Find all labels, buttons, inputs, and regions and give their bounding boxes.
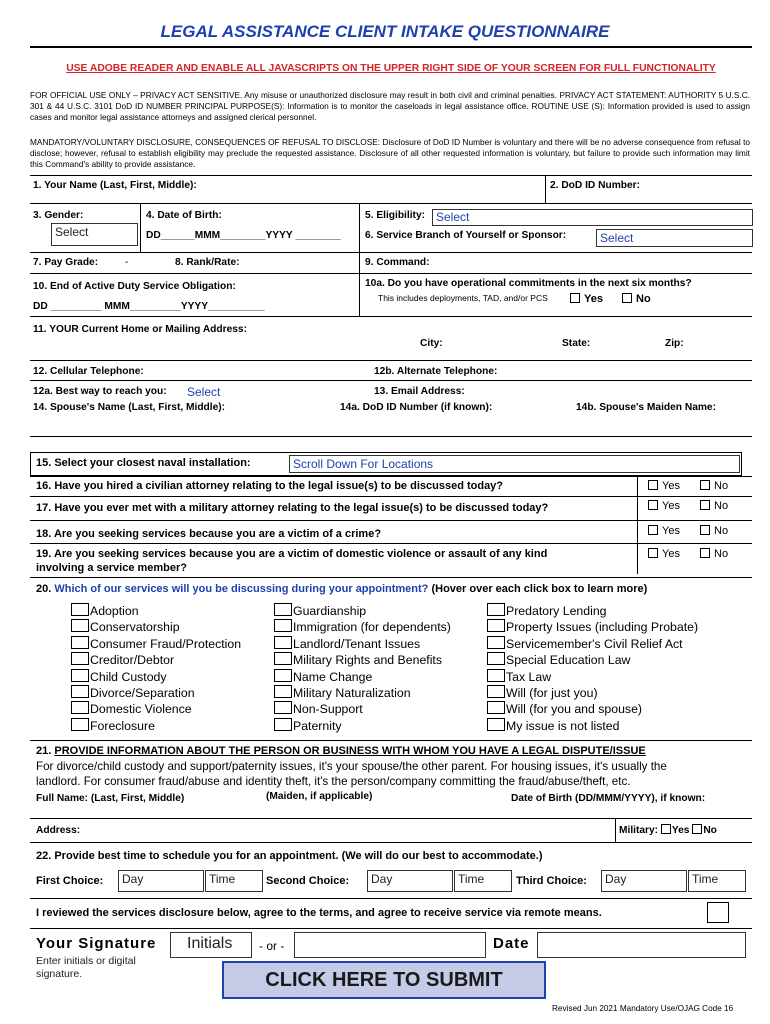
divider — [30, 380, 752, 381]
spouse-maiden-label: 14b. Spouse's Maiden Name: — [576, 402, 716, 413]
service-option[interactable] — [487, 603, 698, 619]
dispute-full-name-label: Full Name: (Last, First, Middle) — [36, 793, 185, 804]
service-checkbox[interactable] — [274, 718, 292, 731]
service-option[interactable] — [71, 603, 241, 619]
eligibility-label: 5. Eligibility: — [365, 210, 426, 221]
agreement-checkbox[interactable] — [707, 902, 729, 923]
signature-hint: Enter initials or digital signature. — [36, 955, 136, 980]
best-way-select[interactable]: Select — [187, 385, 221, 399]
military-yes[interactable]: Yes — [661, 825, 690, 836]
cell-phone-label: 12. Cellular Telephone: — [33, 366, 144, 377]
service-label: Non-Support — [293, 702, 363, 717]
schedule-label: 22. Provide best time to schedule you for an appointment. (We will do our best to accommodate.) — [36, 850, 543, 862]
service-checkbox[interactable] — [71, 718, 89, 731]
service-label: Name Change — [293, 669, 373, 684]
service-checkbox[interactable] — [71, 603, 89, 616]
service-option[interactable] — [274, 636, 451, 652]
third-choice-time[interactable]: Time — [688, 870, 746, 892]
initials-field[interactable]: Initials — [170, 932, 252, 958]
q18-no[interactable]: No — [700, 525, 728, 537]
eligibility-select[interactable]: Select — [432, 209, 753, 226]
service-option[interactable] — [71, 685, 241, 701]
services-column-1 — [71, 603, 241, 734]
divider — [30, 175, 752, 176]
service-label: Foreclosure — [90, 718, 155, 733]
first-choice-day[interactable]: Day — [118, 870, 204, 892]
divider — [30, 252, 752, 253]
service-option[interactable] — [274, 701, 451, 717]
service-option[interactable] — [71, 619, 241, 635]
service-checkbox[interactable] — [487, 652, 505, 665]
services-column-3 — [487, 603, 698, 734]
service-checkbox[interactable] — [274, 619, 292, 632]
service-option[interactable] — [487, 685, 698, 701]
service-option[interactable] — [487, 652, 698, 668]
service-label: Military Naturalization — [293, 685, 411, 700]
alt-phone-label: 12b. Alternate Telephone: — [374, 366, 498, 377]
service-label: Domestic Violence — [90, 702, 192, 717]
service-checkbox[interactable] — [71, 701, 89, 714]
pay-grade-label: 7. Pay Grade: — [33, 257, 99, 268]
service-branch-label: 6. Service Branch of Yourself or Sponsor: — [365, 230, 567, 241]
date-field[interactable] — [537, 932, 746, 958]
service-label: Guardianship — [293, 604, 367, 618]
divider — [30, 496, 752, 497]
divider — [30, 360, 752, 361]
divider — [30, 316, 752, 317]
title-divider — [30, 46, 752, 48]
service-label: Landlord/Tenant Issues — [293, 636, 421, 651]
service-checkbox[interactable] — [487, 669, 505, 682]
service-option[interactable] — [274, 603, 451, 619]
service-label: Adoption — [90, 604, 139, 618]
commitments-no[interactable]: No — [622, 293, 651, 305]
service-option[interactable] — [274, 669, 451, 685]
divider — [359, 273, 360, 316]
divider — [637, 476, 638, 574]
services-question: 20. Which of our services will you be discussing during your appointment? (Hover over each click box to learn more) — [36, 583, 648, 595]
service-checkbox[interactable] — [487, 603, 505, 616]
first-choice-time[interactable]: Time — [205, 870, 263, 892]
divider — [140, 203, 141, 252]
service-label: Military Rights and Benefits — [293, 653, 442, 668]
divider — [30, 898, 752, 899]
service-option[interactable] — [71, 718, 241, 734]
eaos-label: 10. End of Active Duty Service Obligation: — [33, 281, 236, 292]
commitments-label: 10a. Do you have operational commitments in the next six months? — [365, 278, 692, 289]
service-option[interactable] — [71, 652, 241, 668]
service-checkbox[interactable] — [71, 685, 89, 698]
q16-label: 16. Have you hired a civilian attorney relating to the legal issue(s) to be discussed today? — [36, 480, 504, 492]
service-option[interactable] — [274, 652, 451, 668]
or-separator: - or - — [259, 939, 285, 953]
disclosure-statement: MANDATORY/VOLUNTARY DISCLOSURE, CONSEQUENCES OF REFUSAL TO DISCLOSE: Disclosure of DoD ID Number is voluntary and there will be no adverse consequence from refusal to disclose; however, refusal to establish eligibility may preclude the requested assistance. Disclosure of all other requested information is voluntary, but failure to provide such information may limit this Command's ability to provide assistance. — [30, 137, 750, 169]
q16-no[interactable]: No — [700, 480, 728, 492]
service-checkbox[interactable] — [274, 685, 292, 698]
q19-yes[interactable]: Yes — [648, 548, 680, 560]
service-label: Property Issues (including Probate) — [506, 620, 699, 635]
gender-label: 3. Gender: — [33, 210, 84, 221]
installation-label: 15. Select your closest naval installation: — [36, 457, 251, 469]
service-checkbox[interactable] — [274, 603, 292, 616]
divider — [545, 175, 546, 203]
signature-label: Your Signature — [36, 935, 157, 952]
first-choice-label: First Choice: — [36, 875, 104, 887]
service-checkbox[interactable] — [71, 669, 89, 682]
service-checkbox[interactable] — [274, 652, 292, 665]
rank-label: 8. Rank/Rate: — [175, 257, 240, 268]
service-label: Predatory Lending — [506, 604, 607, 618]
service-checkbox[interactable] — [274, 701, 292, 714]
state-label: State: — [562, 338, 591, 349]
revision-note: Revised Jun 2021 Mandatory Use/OJAG Code 16 — [552, 1004, 734, 1013]
q16-yes[interactable]: Yes — [648, 480, 680, 492]
divider — [30, 577, 752, 578]
divider — [30, 928, 752, 929]
services-column-2 — [274, 603, 451, 734]
divider — [30, 543, 752, 544]
service-label: Paternity — [293, 718, 342, 733]
service-checkbox[interactable] — [487, 619, 505, 632]
email-label: 13. Email Address: — [374, 386, 465, 397]
eaos-date[interactable]: DD _________ MMM_________YYYY__________ — [33, 301, 265, 312]
javascript-warning: USE ADOBE READER AND ENABLE ALL JAVASCRIPTS ON THE UPPER RIGHT SIDE OF YOUR SCREEN FOR FULL FUNCTIONALITY — [66, 63, 716, 74]
address-label: 11. YOUR Current Home or Mailing Address: — [33, 324, 247, 335]
dispute-military-label: Military: Yes No — [619, 825, 717, 836]
service-checkbox[interactable] — [487, 718, 505, 731]
service-checkbox[interactable] — [71, 636, 89, 649]
q19-label: 19. Are you seeking services because you are a victim of domestic violence or assault of any kind — [36, 548, 548, 560]
third-choice-label: Third Choice: — [516, 875, 587, 887]
dispute-address-label: Address: — [36, 825, 81, 836]
service-label: Immigration (for dependents) — [293, 620, 451, 635]
second-choice-time[interactable]: Time — [454, 870, 512, 892]
divider — [30, 203, 752, 204]
q19-no[interactable]: No — [700, 548, 728, 560]
q19-label-cont: involving a service member? — [36, 562, 188, 574]
divider — [30, 476, 752, 477]
zip-label: Zip: — [665, 338, 684, 349]
divider — [30, 273, 752, 274]
divider — [30, 520, 752, 521]
best-way-label: 12a. Best way to reach you: — [33, 386, 167, 397]
commitments-yes[interactable]: Yes — [570, 293, 603, 305]
service-label: Child Custody — [90, 669, 167, 684]
divider — [30, 436, 752, 437]
service-label: Consumer Fraud/Protection — [90, 636, 242, 651]
gender-select[interactable]: Select — [51, 223, 138, 246]
name-label: 1. Your Name (Last, First, Middle): — [33, 180, 197, 191]
second-choice-day[interactable]: Day — [367, 870, 453, 892]
form-title: LEGAL ASSISTANCE CLIENT INTAKE QUESTIONNAIRE — [160, 22, 610, 41]
service-label: Special Education Law — [506, 653, 631, 668]
service-checkbox[interactable] — [487, 636, 505, 649]
agreement-text: I reviewed the services disclosure below, agree to the terms, and agree to receive service via remote means. — [36, 907, 602, 919]
service-checkbox[interactable] — [487, 685, 505, 698]
spouse-name-label: 14. Spouse's Name (Last, First, Middle): — [33, 402, 226, 413]
dispute-dob-label: Date of Birth (DD/MMM/YYYY), if known: — [511, 793, 706, 804]
third-choice-day[interactable]: Day — [601, 870, 687, 892]
service-label: Servicemember's Civil Relief Act — [506, 636, 683, 651]
service-checkbox[interactable] — [487, 701, 505, 714]
q17-no[interactable]: No — [700, 500, 728, 512]
second-choice-label: Second Choice: — [266, 875, 350, 887]
installation-select[interactable]: Scroll Down For Locations — [289, 455, 740, 473]
divider — [30, 818, 752, 819]
divider — [359, 203, 360, 252]
dod-id-label: 2. DoD ID Number: — [550, 180, 640, 191]
service-label: Will (for just you) — [506, 685, 598, 700]
military-no[interactable]: No — [692, 825, 717, 836]
date-label: Date — [493, 935, 530, 952]
service-label: Conservatorship — [90, 620, 180, 635]
service-checkbox[interactable] — [274, 636, 292, 649]
command-label: 9. Command: — [365, 257, 430, 268]
service-option[interactable] — [274, 718, 451, 734]
privacy-statement: FOR OFFICIAL USE ONLY – PRIVACY ACT SENSITIVE. Any misuse or unauthorized disclosure may result in both civil and criminal penalties. PRIVACY ACT STATEMENT: AUTHORITY 5 U.S.C. 301 & 44 U.S.C. 3101 DoD ID NUMBER PRINCIPAL PURPOSE(S): Information is to monitor the caseloads in legal assistance office. ROUTINE USE (S): Information provided is used to assign cases and monitor legal assistance attorneys and assigned clerical personnel. — [30, 90, 750, 122]
pay-grade-dash: - — [125, 257, 129, 268]
submit-button[interactable]: CLICK HERE TO SUBMIT — [222, 961, 546, 999]
q17-label: 17. Have you ever met with a military attorney relating to the legal issue(s) to be discussed today? — [36, 502, 549, 514]
service-option[interactable] — [487, 636, 698, 652]
service-option[interactable] — [274, 685, 451, 701]
divider — [359, 252, 360, 273]
dob-field[interactable]: DD______MMM________YYYY ________ — [146, 230, 341, 241]
service-option[interactable] — [71, 636, 241, 652]
service-label: Creditor/Debtor — [90, 653, 175, 668]
q17-yes[interactable]: Yes — [648, 500, 680, 512]
service-option[interactable] — [487, 718, 698, 734]
q18-label: 18. Are you seeking services because you are a victim of a crime? — [36, 528, 382, 540]
dispute-title: 21. PROVIDE INFORMATION ABOUT THE PERSON OR BUSINESS WITH WHOM YOU HAVE A LEGAL DISPUTE/ISSUE — [36, 745, 646, 757]
service-checkbox[interactable] — [274, 669, 292, 682]
spouse-dod-label: 14a. DoD ID Number (if known): — [340, 402, 493, 413]
service-option[interactable] — [487, 701, 698, 717]
service-option[interactable] — [71, 701, 241, 717]
service-option[interactable] — [487, 669, 698, 685]
dispute-instructions-2: landlord. For consumer fraud/abuse and identity theft, it's the person/company committing the fraud/abuse/theft, etc. — [36, 775, 631, 788]
divider — [30, 842, 752, 843]
digital-signature-field[interactable] — [294, 932, 486, 958]
service-option[interactable] — [71, 669, 241, 685]
dob-label: 4. Date of Birth: — [146, 210, 222, 221]
dispute-instructions-1: For divorce/child custody and support/paternity issues, it's your spouse/the other parent. For housing issues, it's usually the — [36, 760, 667, 773]
divider — [615, 818, 616, 842]
q18-yes[interactable]: Yes — [648, 525, 680, 537]
service-label: My issue is not listed — [506, 718, 620, 733]
commitments-note: This includes deployments, TAD, and/or PCS — [378, 293, 548, 303]
service-checkbox[interactable] — [71, 652, 89, 665]
service-branch-select[interactable]: Select — [596, 229, 753, 247]
service-label: Tax Law — [506, 669, 552, 684]
dispute-maiden-label: (Maiden, if applicable) — [266, 791, 373, 802]
service-label: Divorce/Separation — [90, 685, 195, 700]
service-option[interactable] — [487, 619, 698, 635]
service-option[interactable] — [274, 619, 451, 635]
divider — [30, 740, 752, 741]
service-checkbox[interactable] — [71, 619, 89, 632]
city-label: City: — [420, 338, 443, 349]
service-label: Will (for you and spouse) — [506, 702, 643, 717]
